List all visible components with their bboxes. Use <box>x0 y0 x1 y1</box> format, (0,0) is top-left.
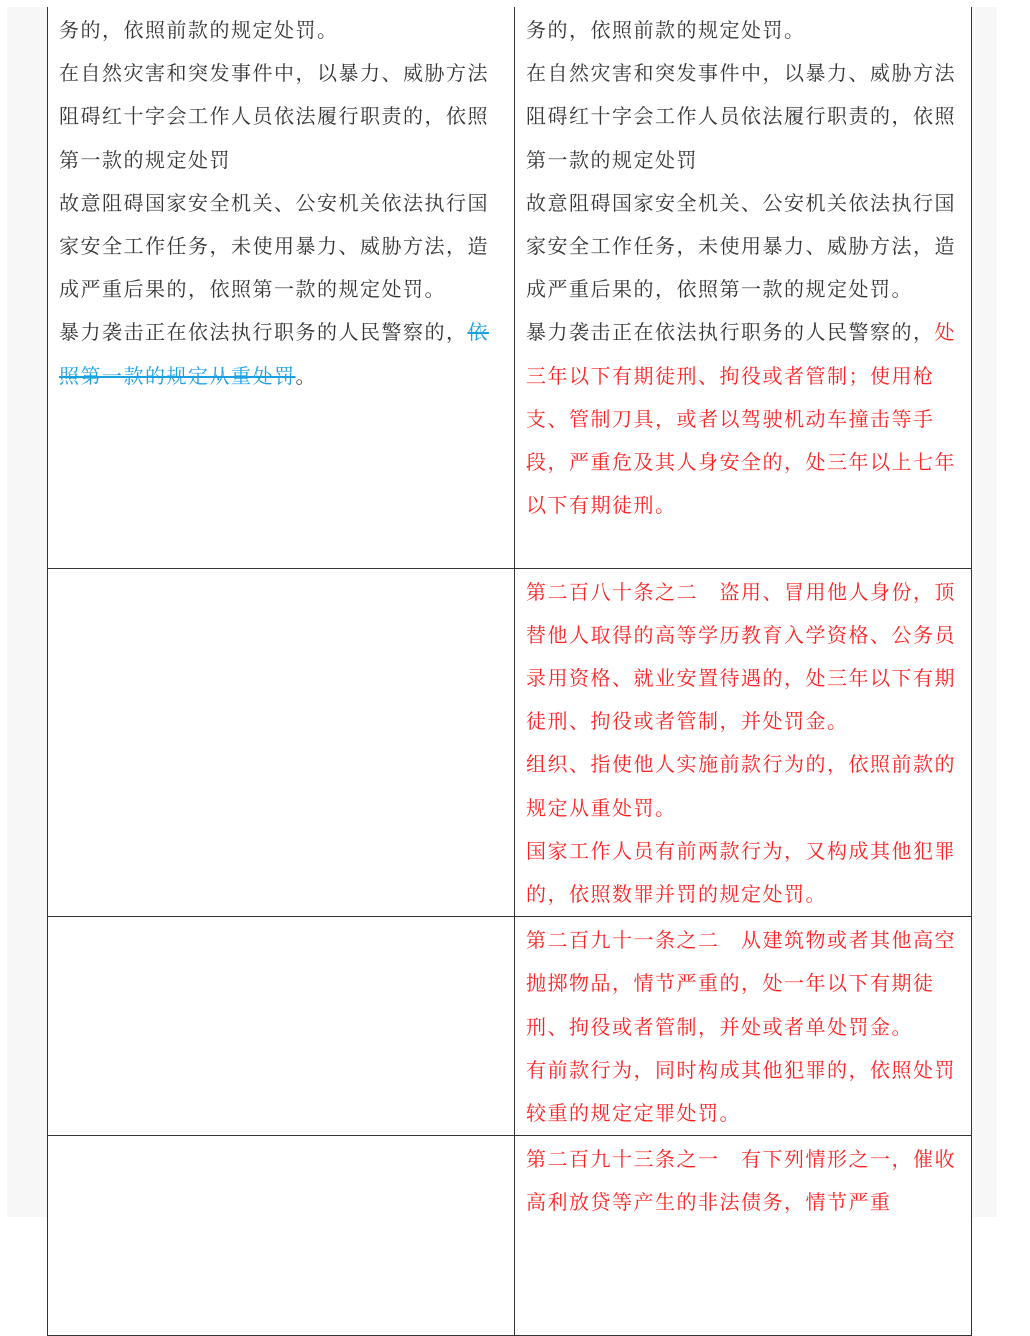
paragraph: 在自然灾害和突发事件中，以暴力、威胁方法阻碍红十字会工作人员依法履行职责的，依照第一款的规定处罚 <box>59 61 489 172</box>
new-text-cell <box>515 7 972 568</box>
new-text-cell <box>515 1136 972 1336</box>
paragraph: 在自然灾害和突发事件中，以暴力、威胁方法阻碍红十字会工作人员依法履行职责的，依照第一款的规定处罚 <box>526 61 956 172</box>
paragraph: 组织、指使他人实施前款行为的，依照前款的规定从重处罚。 <box>526 752 956 820</box>
table-row <box>48 7 972 568</box>
table-row <box>48 917 972 1136</box>
paragraph-text: 暴力袭击正在依法执行职务的人民警察的， <box>59 320 468 345</box>
paragraph: 国家工作人员有前两款行为，又构成其他犯罪的，依照数罪并罚的规定处罚。 <box>526 838 956 906</box>
old-text-cell <box>48 1136 515 1336</box>
table-row <box>48 1136 972 1336</box>
paragraph: 故意阻碍国家安全机关、公安机关依法执行国家安全工作任务，未使用暴力、威胁方法，造成严重后果的，依照第一款的规定处罚。 <box>59 190 489 302</box>
new-text-cell <box>515 568 972 917</box>
old-text-cell <box>48 917 515 1136</box>
old-text-cell <box>48 568 515 917</box>
table-row <box>48 568 972 917</box>
document-page <box>7 7 997 1217</box>
paragraph: 第二百九十一条之二 从建筑物或者其他高空抛掷物品，情节严重的，处一年以下有期徒刑、拘役或者管制，并处或者单处罚金。 <box>526 928 956 1039</box>
law-comparison-table <box>47 7 972 1336</box>
paragraph: 有前款行为，同时构成其他犯罪的，依照处罚较重的规定定罪处罚。 <box>526 1057 956 1125</box>
old-text-cell <box>48 7 515 568</box>
new-text-cell <box>515 917 972 1136</box>
paragraph-text: 暴力袭击正在依法执行职务的人民警察的， <box>526 320 935 345</box>
added-text: 处三年以下有期徒刑、拘役或者管制；使用枪支、管制刀具，或者以驾驶机动车撞击等手段，严重危及其人身安全的，处三年以上七年以下有期徒刑。 <box>526 320 956 518</box>
paragraph: 故意阻碍国家安全机关、公安机关依法执行国家安全工作任务，未使用暴力、威胁方法，造成严重后果的，依照第一款的规定处罚。 <box>526 190 956 302</box>
paragraph <box>526 311 963 527</box>
deleted-text: 依照第一款的规定从重处罚 <box>59 320 489 388</box>
paragraph <box>59 311 506 397</box>
paragraph: 务的，依照前款的规定处罚。 <box>526 18 806 42</box>
paragraph: 第二百八十条之二 盗用、冒用他人身份，顶替他人取得的高等学历教育入学资格、公务员录用资格、就业安置待遇的，处三年以下有期徒刑、拘役或者管制，并处罚金。 <box>526 579 956 734</box>
paragraph: 第二百九十三条之一 有下列情形之一，催收高利放贷等产生的非法债务，情节严重 <box>526 1147 956 1215</box>
paragraph-text: 。 <box>295 363 317 388</box>
paragraph: 务的，依照前款的规定处罚。 <box>59 18 339 42</box>
